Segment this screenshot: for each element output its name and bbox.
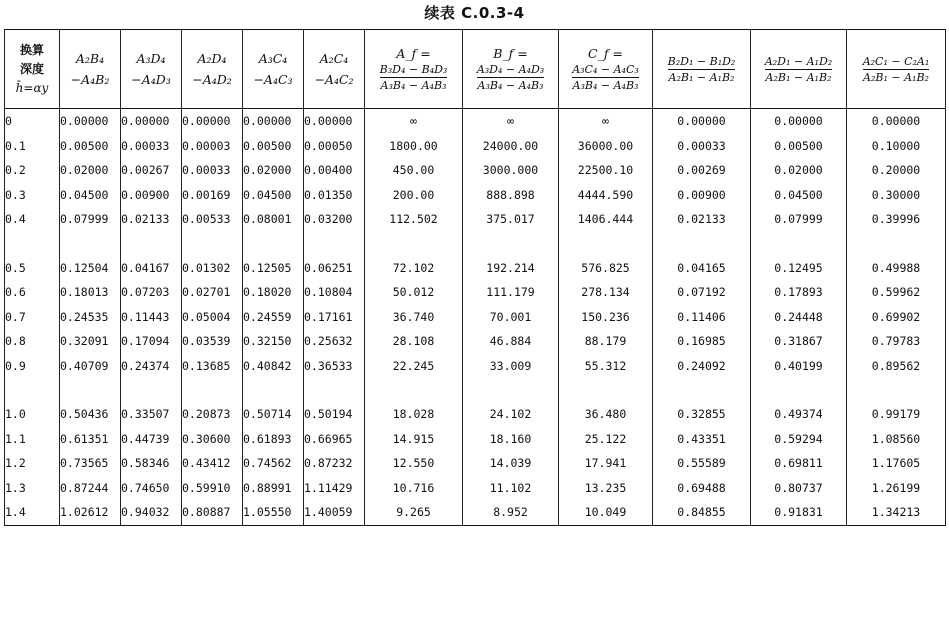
value-cell: 50.012 <box>365 280 463 305</box>
value-cell: 0.31867 <box>751 329 847 354</box>
value-cell: 0.17094 <box>121 329 182 354</box>
table-row <box>5 305 946 330</box>
table-row <box>5 134 946 159</box>
value-cell: 0.25632 <box>304 329 365 354</box>
header-depth <box>5 30 60 109</box>
value-cell: 1.34213 <box>847 500 946 525</box>
header-col-1 <box>60 30 121 109</box>
value-cell: 0.44739 <box>121 427 182 452</box>
value-cell: 0.66965 <box>304 427 365 452</box>
value-cell: 0.40842 <box>243 354 304 379</box>
header-col-5-bottom: −A₄C₂ <box>314 72 354 87</box>
value-cell: 0.00000 <box>182 109 243 134</box>
value-cell: 1.05550 <box>243 500 304 525</box>
header-col-9 <box>653 30 751 109</box>
value-cell: 0.11443 <box>121 305 182 330</box>
spacer-cell <box>243 232 304 256</box>
depth-cell: 0.7 <box>5 305 60 330</box>
value-cell: 0.12495 <box>751 256 847 281</box>
header-col-2-top: A₃D₄ <box>136 51 166 66</box>
header-row <box>5 30 946 109</box>
header-col-11-numerator: A₂C₁ − C₂A₁ <box>862 54 930 68</box>
table-row <box>5 329 946 354</box>
value-cell: 0.00000 <box>304 109 365 134</box>
value-cell: 0.89562 <box>847 354 946 379</box>
value-cell: 33.009 <box>463 354 559 379</box>
value-cell: 0.32150 <box>243 329 304 354</box>
header-depth-line1: 换算 <box>19 42 44 57</box>
value-cell: 576.825 <box>559 256 653 281</box>
table-row <box>5 207 946 232</box>
header-col-10 <box>751 30 847 109</box>
value-cell: 1.08560 <box>847 427 946 452</box>
value-cell: 0.00000 <box>653 109 751 134</box>
value-cell: ∞ <box>559 109 653 134</box>
value-cell: 0.07192 <box>653 280 751 305</box>
value-cell: 0.17893 <box>751 280 847 305</box>
spacer-cell <box>559 378 653 402</box>
depth-cell: 0.5 <box>5 256 60 281</box>
value-cell: 14.039 <box>463 451 559 476</box>
value-cell: 0.01350 <box>304 183 365 208</box>
value-cell: 1.26199 <box>847 476 946 501</box>
value-cell: 111.179 <box>463 280 559 305</box>
spacer-cell <box>463 378 559 402</box>
value-cell: 3000.000 <box>463 158 559 183</box>
header-col-8-numerator: A₃C₄ − A₄C₃ <box>572 62 639 76</box>
value-cell: 0.00033 <box>121 134 182 159</box>
depth-cell: 0.8 <box>5 329 60 354</box>
spacer-cell <box>559 232 653 256</box>
value-cell: 22.245 <box>365 354 463 379</box>
header-col-1-bottom: −A₄B₂ <box>70 72 110 87</box>
table-row <box>5 256 946 281</box>
header-col-6-numerator: B₃D₄ − B₄D₃ <box>379 62 448 76</box>
value-cell: 0.24374 <box>121 354 182 379</box>
header-col-5 <box>304 30 365 109</box>
value-cell: 4444.590 <box>559 183 653 208</box>
header-col-8-denominator: A₃B₄ − A₄B₃ <box>572 78 639 92</box>
header-col-5-top: A₂C₄ <box>319 51 349 66</box>
value-cell: 0.20873 <box>182 402 243 427</box>
value-cell: 0.30000 <box>847 183 946 208</box>
value-cell: 0.04500 <box>243 183 304 208</box>
value-cell: 0.00033 <box>653 134 751 159</box>
header-depth-line2: 深度 <box>19 61 44 76</box>
depth-cell: 0.4 <box>5 207 60 232</box>
header-col-3-bottom: −A₄D₂ <box>192 72 232 87</box>
value-cell: 14.915 <box>365 427 463 452</box>
spacer-cell <box>653 232 751 256</box>
value-cell: 0.02133 <box>121 207 182 232</box>
value-cell: 36.480 <box>559 402 653 427</box>
value-cell: 46.884 <box>463 329 559 354</box>
value-cell: 0.01302 <box>182 256 243 281</box>
table-row <box>5 109 946 134</box>
value-cell: 0.61351 <box>60 427 121 452</box>
value-cell: 0.74562 <box>243 451 304 476</box>
depth-cell: 0 <box>5 109 60 134</box>
header-col-8-fraction <box>572 62 639 93</box>
value-cell: 0.02000 <box>243 158 304 183</box>
header-col-4 <box>243 30 304 109</box>
value-cell: 888.898 <box>463 183 559 208</box>
value-cell: 0.17161 <box>304 305 365 330</box>
depth-cell: 0.2 <box>5 158 60 183</box>
value-cell: 0.00003 <box>182 134 243 159</box>
spacer-cell <box>5 232 60 256</box>
value-cell: 0.12505 <box>243 256 304 281</box>
value-cell: 0.07999 <box>60 207 121 232</box>
value-cell: 17.941 <box>559 451 653 476</box>
header-col-7-numerator: A₃D₄ − A₄D₃ <box>476 62 545 76</box>
value-cell: 0.32091 <box>60 329 121 354</box>
value-cell: 0.58346 <box>121 451 182 476</box>
value-cell: 0.49988 <box>847 256 946 281</box>
value-cell: 0.04500 <box>60 183 121 208</box>
value-cell: 36.740 <box>365 305 463 330</box>
spacer-cell <box>5 378 60 402</box>
value-cell: 0.00033 <box>182 158 243 183</box>
value-cell: 200.00 <box>365 183 463 208</box>
value-cell: 112.502 <box>365 207 463 232</box>
coefficient-table <box>4 29 946 526</box>
depth-cell: 0.6 <box>5 280 60 305</box>
value-cell: 0.00900 <box>121 183 182 208</box>
table-row <box>5 500 946 525</box>
value-cell: 18.160 <box>463 427 559 452</box>
spacer-cell <box>751 378 847 402</box>
value-cell: 0.20000 <box>847 158 946 183</box>
value-cell: 0.43351 <box>653 427 751 452</box>
value-cell: 0.69811 <box>751 451 847 476</box>
value-cell: 10.716 <box>365 476 463 501</box>
value-cell: 0.02133 <box>653 207 751 232</box>
spacer-cell <box>182 232 243 256</box>
value-cell: 0.32855 <box>653 402 751 427</box>
spacer-row <box>5 232 946 256</box>
value-cell: 13.235 <box>559 476 653 501</box>
value-cell: 0.00000 <box>243 109 304 134</box>
header-col-10-denominator: A₂B₁ − A₁B₂ <box>765 70 832 84</box>
table-row <box>5 183 946 208</box>
value-cell: 0.07999 <box>751 207 847 232</box>
depth-cell: 1.2 <box>5 451 60 476</box>
spacer-cell <box>60 378 121 402</box>
value-cell: 0.04500 <box>751 183 847 208</box>
header-col-8 <box>559 30 653 109</box>
spacer-cell <box>121 378 182 402</box>
table-row <box>5 280 946 305</box>
value-cell: 1.17605 <box>847 451 946 476</box>
value-cell: 0.40709 <box>60 354 121 379</box>
header-col-4-bottom: −A₄C₃ <box>253 72 293 87</box>
value-cell: 0.00267 <box>121 158 182 183</box>
table-caption: 续表 C.0.3-4 <box>424 4 525 22</box>
value-cell: 375.017 <box>463 207 559 232</box>
depth-cell: 1.0 <box>5 402 60 427</box>
value-cell: 8.952 <box>463 500 559 525</box>
value-cell: 25.122 <box>559 427 653 452</box>
value-cell: 0.02000 <box>60 158 121 183</box>
value-cell: 0.50714 <box>243 402 304 427</box>
value-cell: 0.10000 <box>847 134 946 159</box>
value-cell: 0.00000 <box>847 109 946 134</box>
value-cell: 0.59910 <box>182 476 243 501</box>
value-cell: 0.69488 <box>653 476 751 501</box>
header-col-10-fraction <box>765 54 832 85</box>
value-cell: 0.10804 <box>304 280 365 305</box>
value-cell: 0.49374 <box>751 402 847 427</box>
value-cell: 1800.00 <box>365 134 463 159</box>
header-col-6-denominator: A₃B₄ − A₄B₃ <box>380 78 447 92</box>
value-cell: 0.11406 <box>653 305 751 330</box>
value-cell: 0.13685 <box>182 354 243 379</box>
spacer-cell <box>182 378 243 402</box>
header-col-11-denominator: A₂B₁ − A₁B₂ <box>863 70 929 84</box>
value-cell: 0.39996 <box>847 207 946 232</box>
table-row <box>5 451 946 476</box>
header-col-1-top: A₂B₄ <box>75 51 105 66</box>
value-cell: 0.00050 <box>304 134 365 159</box>
depth-cell: 1.1 <box>5 427 60 452</box>
value-cell: 0.18013 <box>60 280 121 305</box>
value-cell: 1.40059 <box>304 500 365 525</box>
value-cell: 0.00500 <box>751 134 847 159</box>
value-cell: 1.02612 <box>60 500 121 525</box>
value-cell: 0.55589 <box>653 451 751 476</box>
value-cell: 28.108 <box>365 329 463 354</box>
value-cell: 24000.00 <box>463 134 559 159</box>
depth-cell: 0.3 <box>5 183 60 208</box>
value-cell: 0.24448 <box>751 305 847 330</box>
spacer-cell <box>365 232 463 256</box>
value-cell: 36000.00 <box>559 134 653 159</box>
table-row <box>5 427 946 452</box>
value-cell: 0.07203 <box>121 280 182 305</box>
value-cell: 10.049 <box>559 500 653 525</box>
spacer-cell <box>751 232 847 256</box>
value-cell: 0.59294 <box>751 427 847 452</box>
header-col-11 <box>847 30 946 109</box>
value-cell: 1.11429 <box>304 476 365 501</box>
value-cell: 450.00 <box>365 158 463 183</box>
value-cell: 0.84855 <box>653 500 751 525</box>
value-cell: 0.24535 <box>60 305 121 330</box>
value-cell: 0.87244 <box>60 476 121 501</box>
value-cell: 0.79783 <box>847 329 946 354</box>
value-cell: 0.30600 <box>182 427 243 452</box>
value-cell: 12.550 <box>365 451 463 476</box>
value-cell: 0.69902 <box>847 305 946 330</box>
value-cell: 18.028 <box>365 402 463 427</box>
value-cell: 0.00500 <box>60 134 121 159</box>
header-col-2 <box>121 30 182 109</box>
value-cell: 0.80887 <box>182 500 243 525</box>
header-col-7 <box>463 30 559 109</box>
value-cell: 0.50194 <box>304 402 365 427</box>
value-cell: ∞ <box>365 109 463 134</box>
spacer-cell <box>121 232 182 256</box>
spacer-cell <box>304 378 365 402</box>
value-cell: 1406.444 <box>559 207 653 232</box>
header-col-7-fraction <box>477 62 544 93</box>
spacer-cell <box>847 378 946 402</box>
header-col-4-top: A₃C₄ <box>258 51 288 66</box>
value-cell: 0.87232 <box>304 451 365 476</box>
value-cell: 88.179 <box>559 329 653 354</box>
value-cell: 278.134 <box>559 280 653 305</box>
value-cell: 0.00269 <box>653 158 751 183</box>
table-row <box>5 158 946 183</box>
value-cell: 150.236 <box>559 305 653 330</box>
value-cell: 0.00000 <box>751 109 847 134</box>
depth-cell: 0.9 <box>5 354 60 379</box>
value-cell: 0.80737 <box>751 476 847 501</box>
table-row <box>5 476 946 501</box>
value-cell: 0.00500 <box>243 134 304 159</box>
value-cell: 0.24092 <box>653 354 751 379</box>
header-col-3-top: A₂D₄ <box>197 51 227 66</box>
header-col-3 <box>182 30 243 109</box>
spacer-cell <box>365 378 463 402</box>
value-cell: 0.03539 <box>182 329 243 354</box>
header-col-6-fraction <box>380 62 448 93</box>
value-cell: 0.00900 <box>653 183 751 208</box>
spacer-cell <box>60 232 121 256</box>
value-cell: 0.08001 <box>243 207 304 232</box>
value-cell: 0.40199 <box>751 354 847 379</box>
value-cell: 0.12504 <box>60 256 121 281</box>
value-cell: 0.00400 <box>304 158 365 183</box>
value-cell: 0.02000 <box>751 158 847 183</box>
header-col-7-lhs: B_f = <box>493 45 528 61</box>
value-cell: ∞ <box>463 109 559 134</box>
header-col-11-fraction <box>863 54 930 85</box>
value-cell: 0.74650 <box>121 476 182 501</box>
value-cell: 9.265 <box>365 500 463 525</box>
table-body <box>5 109 946 526</box>
header-col-6 <box>365 30 463 109</box>
header-col-7-denominator: A₃B₄ − A₄B₃ <box>477 78 544 92</box>
spacer-cell <box>847 232 946 256</box>
value-cell: 11.102 <box>463 476 559 501</box>
header-col-9-fraction <box>668 54 736 85</box>
header-col-10-numerator: A₂D₁ − A₁D₂ <box>764 54 833 68</box>
value-cell: 0.04167 <box>121 256 182 281</box>
value-cell: 72.102 <box>365 256 463 281</box>
header-col-2-bottom: −A₄D₃ <box>131 72 171 87</box>
value-cell: 0.24559 <box>243 305 304 330</box>
value-cell: 0.00533 <box>182 207 243 232</box>
value-cell: 0.61893 <box>243 427 304 452</box>
value-cell: 0.00169 <box>182 183 243 208</box>
value-cell: 0.91831 <box>751 500 847 525</box>
value-cell: 0.16985 <box>653 329 751 354</box>
value-cell: 0.59962 <box>847 280 946 305</box>
value-cell: 0.18020 <box>243 280 304 305</box>
depth-cell: 1.4 <box>5 500 60 525</box>
value-cell: 0.05004 <box>182 305 243 330</box>
value-cell: 0.00000 <box>121 109 182 134</box>
header-col-9-numerator: B₂D₁ − B₁D₂ <box>667 54 736 68</box>
value-cell: 0.02701 <box>182 280 243 305</box>
value-cell: 0.99179 <box>847 402 946 427</box>
spacer-cell <box>304 232 365 256</box>
header-col-9-denominator: A₂B₁ − A₁B₂ <box>668 70 735 84</box>
spacer-row <box>5 378 946 402</box>
value-cell: 0.00000 <box>60 109 121 134</box>
table-row <box>5 354 946 379</box>
value-cell: 0.88991 <box>243 476 304 501</box>
value-cell: 0.50436 <box>60 402 121 427</box>
value-cell: 0.73565 <box>60 451 121 476</box>
value-cell: 24.102 <box>463 402 559 427</box>
spacer-cell <box>653 378 751 402</box>
header-col-6-lhs: A_f = <box>396 45 431 61</box>
value-cell: 192.214 <box>463 256 559 281</box>
value-cell: 0.43412 <box>182 451 243 476</box>
value-cell: 0.04165 <box>653 256 751 281</box>
value-cell: 70.001 <box>463 305 559 330</box>
table-row <box>5 402 946 427</box>
value-cell: 0.36533 <box>304 354 365 379</box>
header-depth-formula: h̄=αy <box>15 80 49 95</box>
value-cell: 0.06251 <box>304 256 365 281</box>
value-cell: 22500.10 <box>559 158 653 183</box>
depth-cell: 1.3 <box>5 476 60 501</box>
depth-cell: 0.1 <box>5 134 60 159</box>
spacer-cell <box>243 378 304 402</box>
value-cell: 0.03200 <box>304 207 365 232</box>
value-cell: 0.33507 <box>121 402 182 427</box>
value-cell: 0.94032 <box>121 500 182 525</box>
value-cell: 55.312 <box>559 354 653 379</box>
header-col-8-lhs: C_f = <box>588 45 623 61</box>
spacer-cell <box>463 232 559 256</box>
